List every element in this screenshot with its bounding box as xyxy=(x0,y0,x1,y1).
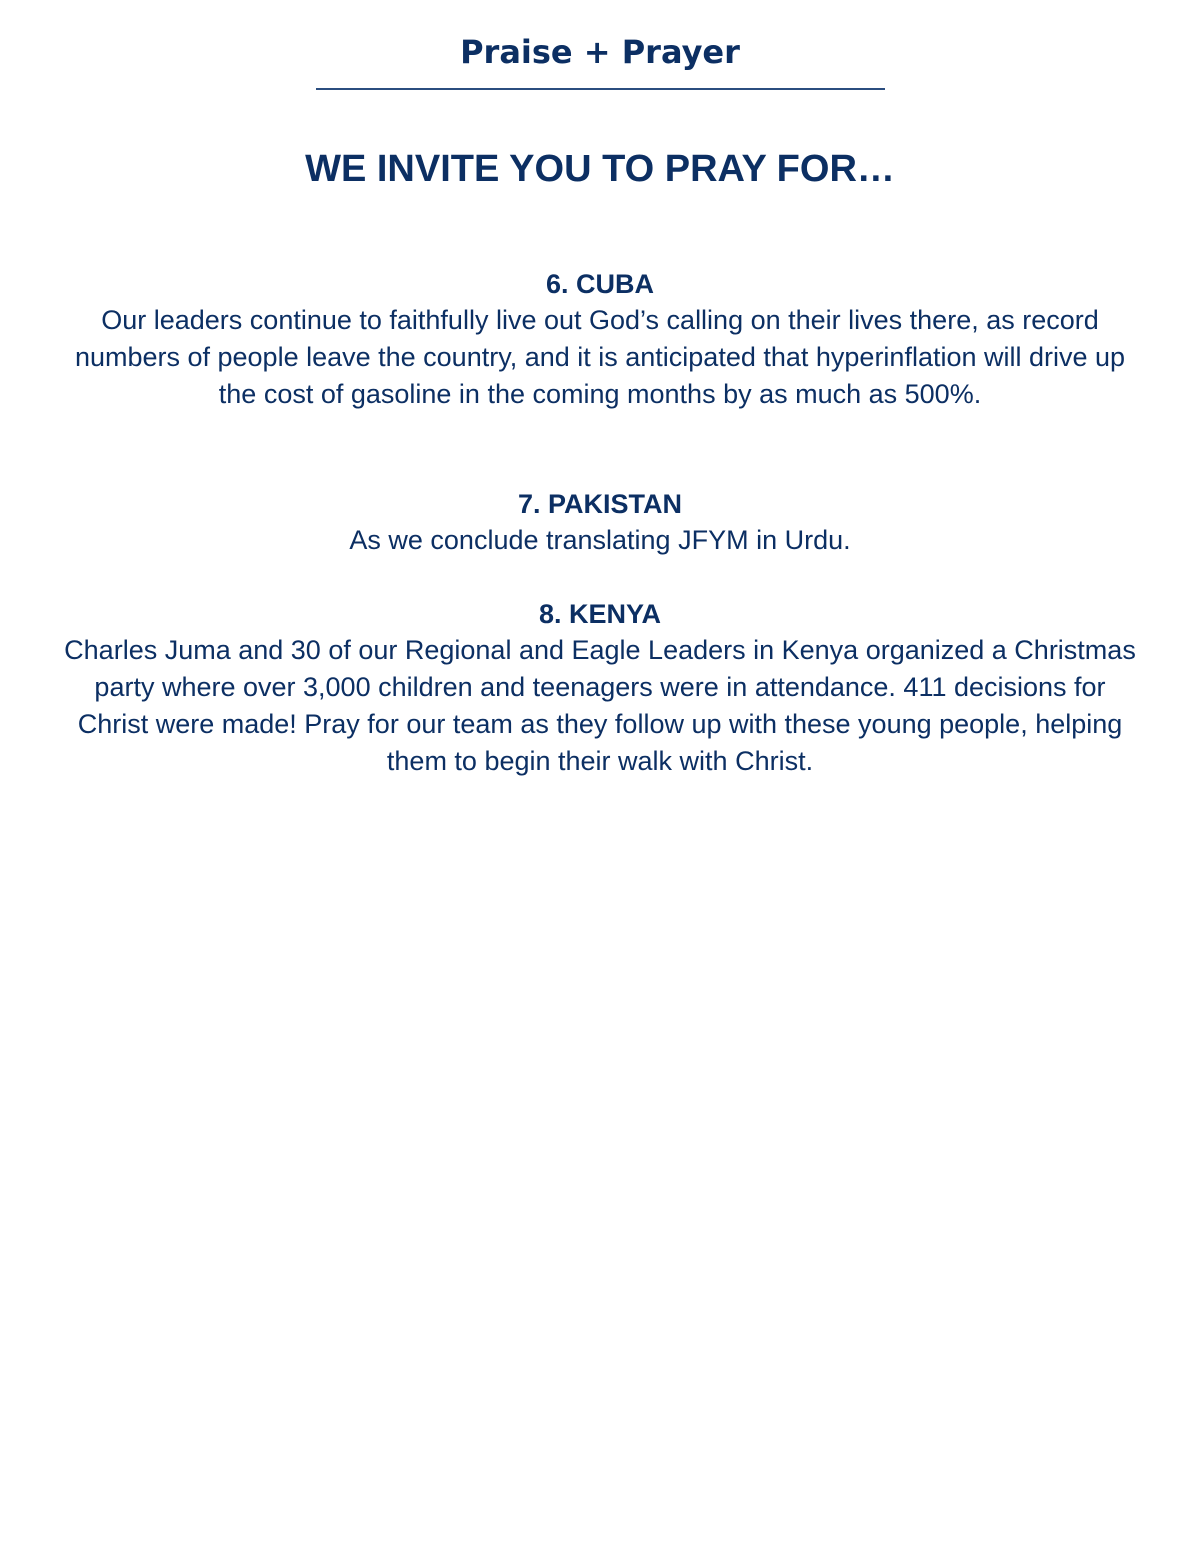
prayer-item-title: 8. KENYA xyxy=(538,599,662,629)
prayer-item-kenya xyxy=(60,596,1140,780)
prayer-item-body: Our leaders continue to faithfully live out God’s calling on their lives there, as record numbers of people leave the country, and it is anticipated that hyperinflation will drive up the cost of gasoline in the coming months by as much as 500%. xyxy=(74,305,1126,409)
prayer-item-cuba xyxy=(60,266,1140,413)
main-heading: WE INVITE YOU TO PRAY FOR… xyxy=(305,148,895,190)
prayer-item-body: As we conclude translating JFYM in Urdu. xyxy=(349,525,851,555)
prayer-item-body: Charles Juma and 30 of our Regional and Eagle Leaders in Kenya organized a Christmas party where over 3,000 children and teenagers were in attendance. 411 decisions for Christ were made! Pray for our team as they follow up with these young people, helping them to begin their walk with Christ. xyxy=(64,635,1136,776)
page-header-title: Praise + Prayer xyxy=(460,33,740,71)
prayer-item-title: 6. CUBA xyxy=(545,269,654,299)
header-divider xyxy=(316,88,885,90)
prayer-item-title: 7. PAKISTAN xyxy=(517,489,683,519)
prayer-item-pakistan xyxy=(60,486,1140,559)
